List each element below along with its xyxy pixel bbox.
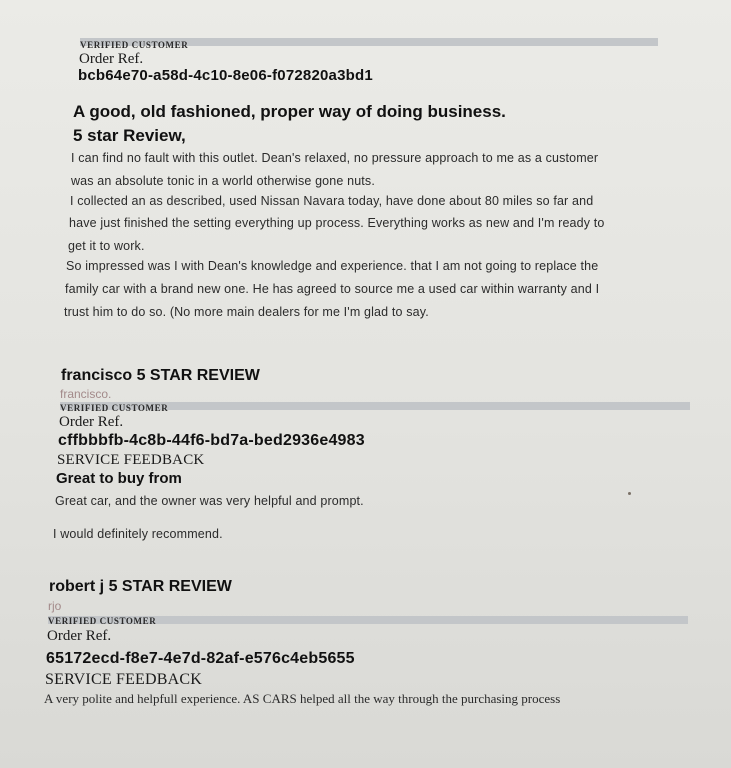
- order-ref-label: Order Ref.: [59, 414, 124, 430]
- verified-badge: VERIFIED CUSTOMER: [80, 40, 189, 50]
- review-body-line: get it to work.: [68, 239, 145, 253]
- reviewer-heading: robert j 5 STAR REVIEW: [49, 578, 232, 595]
- review-recommend: I would definitely recommend.: [53, 527, 223, 541]
- verified-badge: VERIFIED CUSTOMER: [60, 403, 169, 413]
- review-rating-heading: 5 star Review,: [73, 126, 186, 145]
- review-title: Great to buy from: [56, 470, 182, 487]
- review-body: A very polite and helpfull experience. AS CARS helped all the way through the purchasing process: [44, 691, 561, 706]
- review-title: A good, old fashioned, proper way of doing business.: [73, 102, 506, 121]
- review-body-line: have just finished the setting everything up process. Everything works as new and I'm ready to: [69, 216, 605, 230]
- review-body-line: I collected an as described, used Nissan Navara today, have done about 80 miles so far and: [70, 194, 594, 208]
- reviewer-username: francisco.: [60, 387, 112, 401]
- order-ref-id: 65172ecd-f8e7-4e7d-82af-e576c4eb5655: [46, 650, 355, 667]
- review-body-line: was an absolute tonic in a world otherwise gone nuts.: [71, 174, 375, 188]
- review-body-line: I can find no fault with this outlet. Dean's relaxed, no pressure approach to me as a customer: [71, 151, 599, 165]
- review-body-line: trust him to do so. (No more main dealers for me I'm glad to say.: [64, 305, 429, 319]
- reviewer-username: rjo: [48, 599, 62, 613]
- review-body: Great car, and the owner was very helpful and prompt.: [55, 494, 364, 508]
- reviewer-heading: francisco 5 STAR REVIEW: [61, 367, 260, 384]
- order-ref-id: cffbbbfb-4c8b-44f6-bd7a-bed2936e4983: [58, 432, 365, 449]
- review-body-line: So impressed was I with Dean's knowledge and experience. that I am not going to replace the: [66, 259, 599, 273]
- verified-badge: VERIFIED CUSTOMER: [48, 616, 157, 626]
- service-feedback-label: SERVICE FEEDBACK: [57, 452, 205, 468]
- review-body-line: family car with a brand new one. He has agreed to source me a used car within warranty and I: [65, 282, 600, 296]
- paper-speck: [628, 492, 631, 495]
- service-feedback-label: SERVICE FEEDBACK: [45, 671, 203, 688]
- order-ref-id: bcb64e70-a58d-4c10-8e06-f072820a3bd1: [78, 67, 373, 84]
- order-ref-label: Order Ref.: [79, 51, 144, 67]
- order-ref-label: Order Ref.: [47, 628, 112, 644]
